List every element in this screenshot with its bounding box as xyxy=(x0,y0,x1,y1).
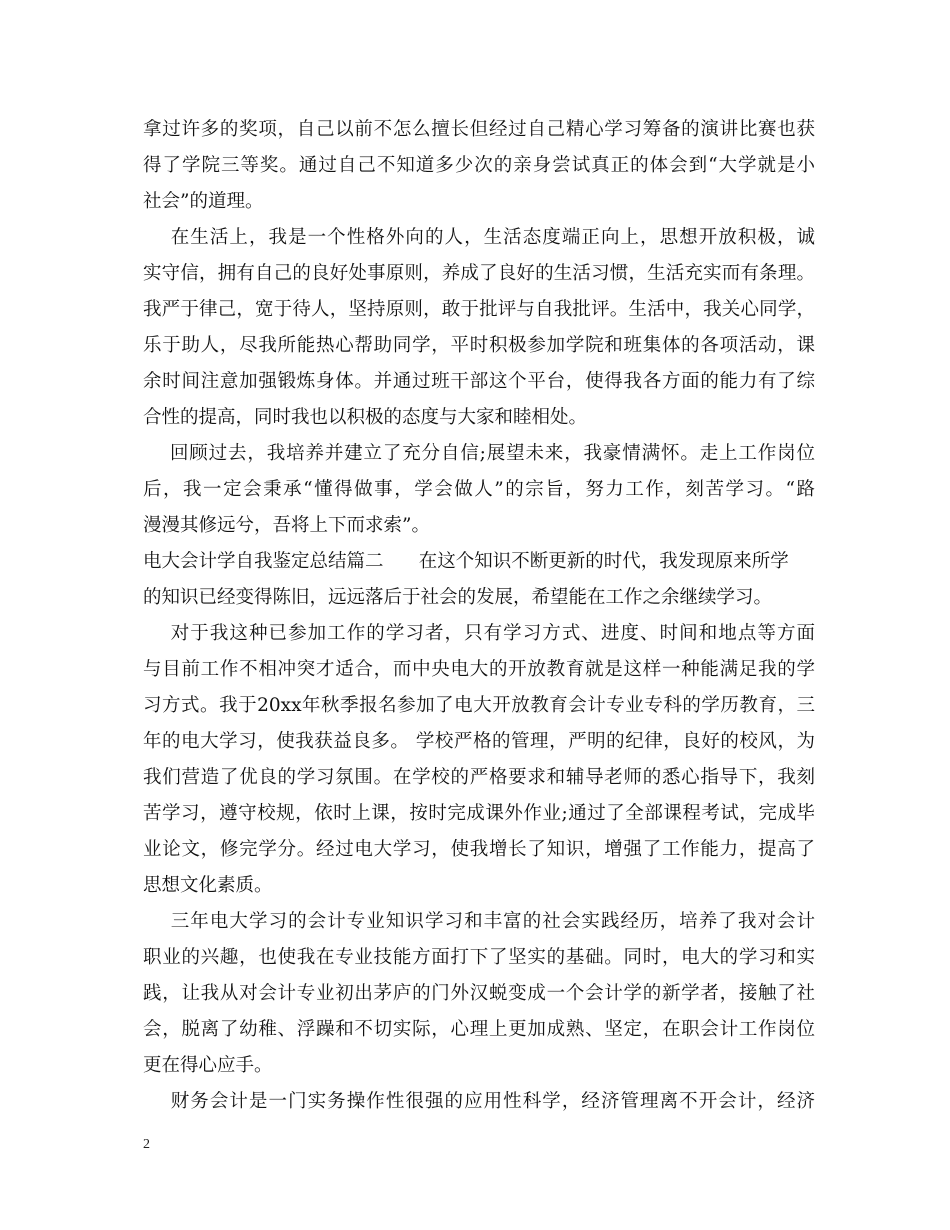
text-line: 职业的兴趣，也使我在专业技能方面打下了坚实的基础。同时，电大的学习和实 xyxy=(143,947,815,968)
text-line: 拿过许多的奖项，自己以前不怎么擅长但经过自己精心学习筹备的演讲比赛也获 xyxy=(143,119,815,140)
text-line: 余时间注意加强锻炼身体。并通过班干部这个平台，使得我各方面的能力有了综 xyxy=(143,371,815,392)
text-line: 回顾过去，我培养并建立了充分自信;展望未来，我豪情满怀。走上工作岗位 xyxy=(143,443,815,464)
text-line: 对于我这种已参加工作的学习者，只有学习方式、进度、时间和地点等方面 xyxy=(143,623,815,644)
text-line: 得了学院三等奖。通过自己不知道多少次的亲身尝试真正的体会到“大学就是小 xyxy=(143,155,815,176)
text-line: 我严于律己，宽于待人，坚持原则，敢于批评与自我批评。生活中，我关心同学， xyxy=(143,299,815,320)
text-line: 乐于助人，尽我所能热心帮助同学，平时积极参加学院和班集体的各项活动，课 xyxy=(143,335,815,356)
text-line: 践，让我从对会计专业初出茅庐的门外汉蜕变成一个会计学的新学者，接触了社 xyxy=(143,983,815,1004)
text-line: 年的电大学习，使我获益良多。 学校严格的管理，严明的纪律，良好的校风，为 xyxy=(143,731,815,752)
text-line: 与目前工作不相冲突才适合，而中央电大的开放教育就是这样一种能满足我的学 xyxy=(143,659,815,680)
text-line: 实守信，拥有自己的良好处事原则，养成了良好的生活习惯，生活充实而有条理。 xyxy=(143,263,815,284)
text-line: 更在得心应手。 xyxy=(143,1055,273,1076)
text-line: 业论文，修完学分。经过电大学习，使我增长了知识，增强了工作能力，提高了 xyxy=(143,839,815,860)
text-line: 社会”的道理。 xyxy=(143,191,264,212)
text-line: 合性的提高，同时我也以积极的态度与大家和睦相处。 xyxy=(143,407,588,428)
text-line: 漫漫其修远兮，吾将上下而求索”。 xyxy=(143,515,430,536)
body-text xyxy=(143,112,815,1120)
text-line: 财务会计是一门实务操作性很强的应用性科学，经济管理离不开会计，经济 xyxy=(143,1091,815,1112)
text-line: 三年电大学习的会计专业知识学习和丰富的社会实践经历，培养了我对会计 xyxy=(143,911,815,932)
text-line: 思想文化素质。 xyxy=(143,875,273,896)
text-line: 后，我一定会秉承“懂得做事，学会做人”的宗旨，努力工作，刻苦学习。“路 xyxy=(143,479,815,500)
text-line: 会，脱离了幼稚、浮躁和不切实际，心理上更加成熟、坚定，在职会计工作岗位 xyxy=(143,1019,815,1040)
text-line: 的知识已经变得陈旧，远远落后于社会的发展，希望能在工作之余继续学习。 xyxy=(143,587,773,608)
text-line: 习方式。我于20xx年秋季报名参加了电大开放教育会计专业专科的学历教育，三 xyxy=(143,695,815,716)
text-line: 苦学习，遵守校规，依时上课，按时完成课外作业;通过了全部课程考试，完成毕 xyxy=(143,803,815,824)
section-heading-line: 电大会计学自我鉴定总结篇二 在这个知识不断更新的时代，我发现原来所学 xyxy=(143,551,789,572)
text-line: 在生活上，我是一个性格外向的人，生活态度端正向上，思想开放积极，诚 xyxy=(143,227,815,248)
text-line: 我们营造了优良的学习氛围。在学校的严格要求和辅导老师的悉心指导下，我刻 xyxy=(143,767,815,788)
page-number: 2 xyxy=(143,1137,150,1152)
